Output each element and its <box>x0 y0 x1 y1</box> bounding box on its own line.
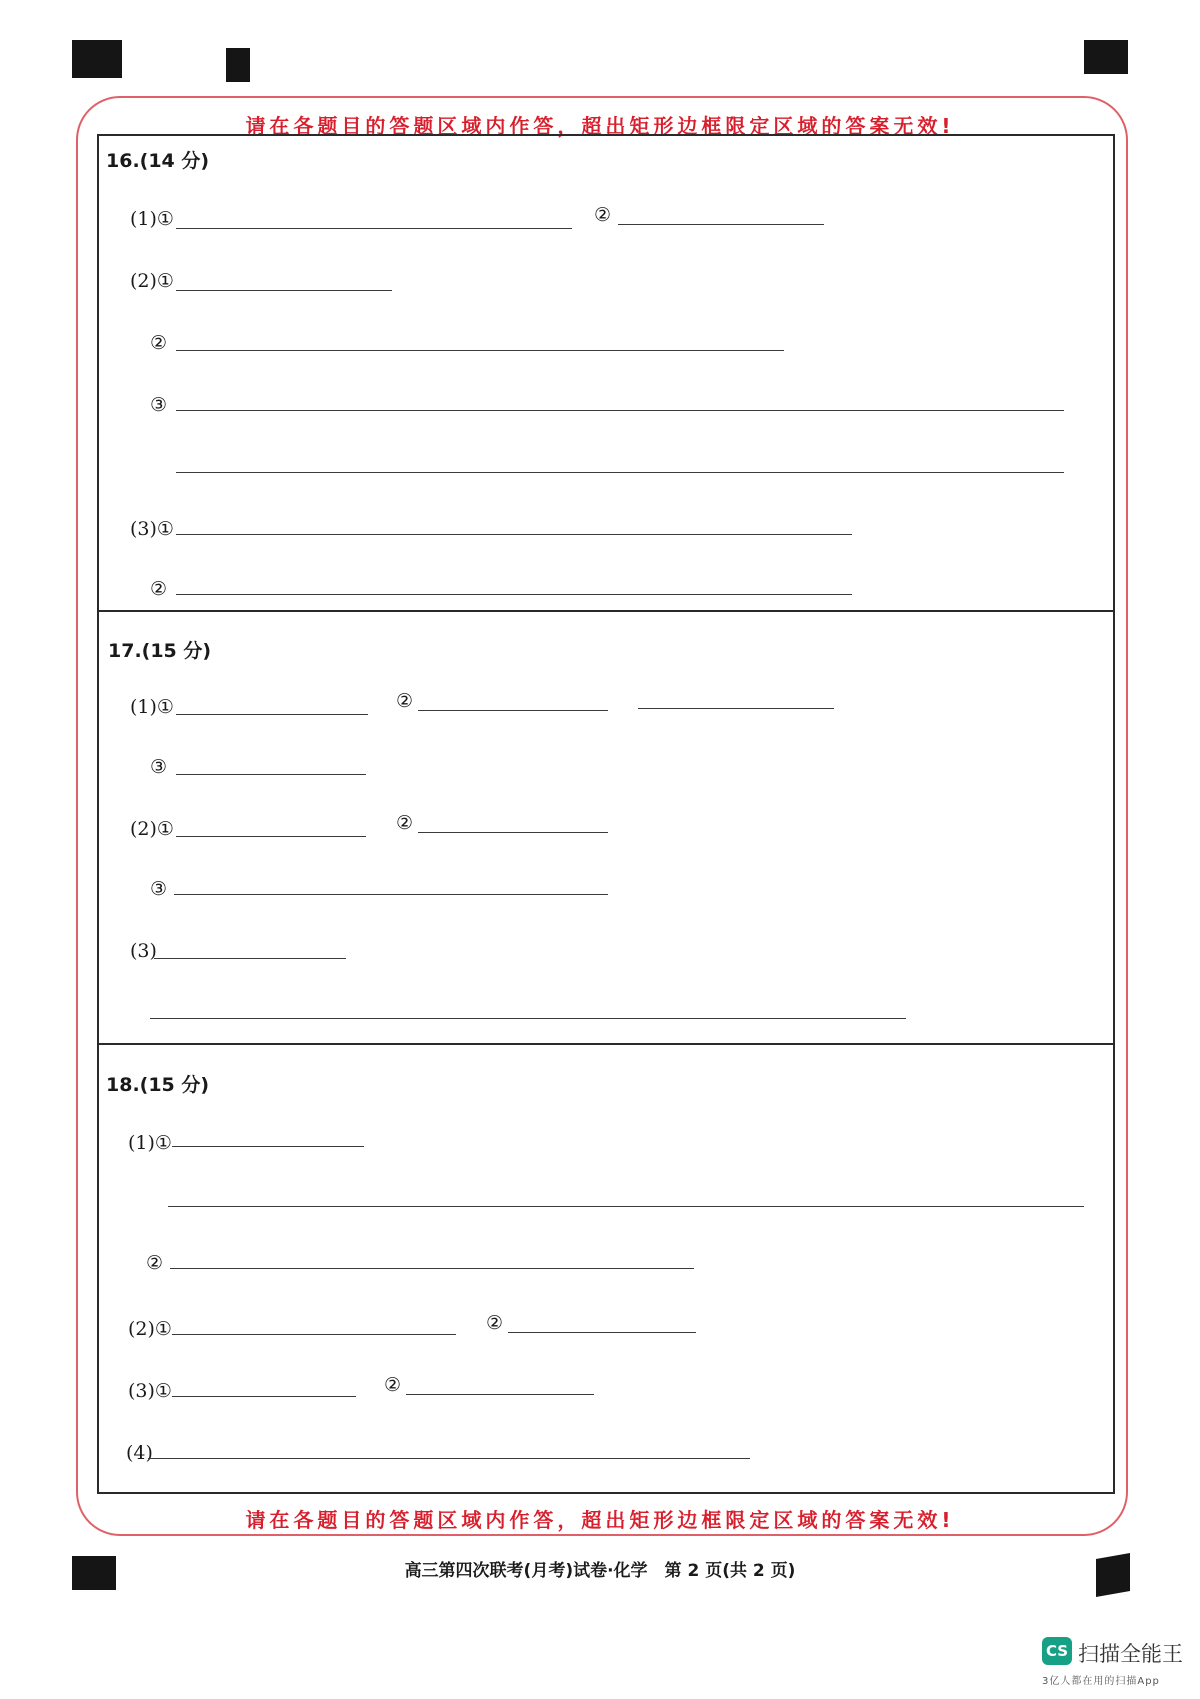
answer-blank[interactable] <box>174 894 608 895</box>
label-16-2-3: ③ <box>150 394 168 416</box>
answer-blank[interactable] <box>418 710 608 711</box>
label-18-2-1: (2)① <box>128 1318 172 1340</box>
answer-blank[interactable] <box>508 1332 696 1333</box>
scanner-tagline: 3亿人都在用的扫描App <box>1042 1676 1160 1687</box>
answer-blank[interactable] <box>170 1268 694 1269</box>
label-18-3-2: ② <box>384 1374 402 1396</box>
answer-blank[interactable] <box>176 472 1064 473</box>
answer-blank[interactable] <box>154 958 346 959</box>
registration-marker-top-right <box>1084 40 1128 74</box>
registration-marker-top-mid <box>226 48 250 82</box>
page-footer: 高三第四次联考(月考)试卷·化学 第 2 页(共 2 页) <box>404 1561 796 1581</box>
answer-blank[interactable] <box>176 410 1064 411</box>
question-title: 17.(15 分) <box>108 640 212 662</box>
answer-blank[interactable] <box>176 714 368 715</box>
label-18-2-2: ② <box>486 1312 504 1334</box>
label-18-3-1: (3)① <box>128 1380 172 1402</box>
answer-blank[interactable] <box>638 708 834 709</box>
label-17-1-3: ③ <box>150 756 168 778</box>
warning-bottom: 请在各题目的答题区域内作答，超出矩形边框限定区域的答案无效! <box>245 1508 955 1532</box>
answer-blank[interactable] <box>176 594 852 595</box>
label-16-1-1: (1)① <box>130 208 174 230</box>
registration-marker-top-left <box>72 40 122 78</box>
label-18-1-2: ② <box>146 1252 164 1274</box>
label-16-2-2: ② <box>150 332 168 354</box>
label-18-4: (4) <box>126 1442 153 1464</box>
answer-blank[interactable] <box>406 1394 594 1395</box>
question-title: 18.(15 分) <box>106 1074 210 1096</box>
label-18-1-1: (1)① <box>128 1132 172 1154</box>
answer-blank[interactable] <box>168 1206 1084 1207</box>
answer-blank[interactable] <box>148 1458 750 1459</box>
answer-blank[interactable] <box>172 1334 456 1335</box>
question-title: 16.(14 分) <box>106 150 210 172</box>
divider-16-17 <box>97 610 1115 612</box>
label-17-3: (3) <box>130 940 157 962</box>
divider-17-18 <box>97 1043 1115 1045</box>
answer-blank[interactable] <box>176 534 852 535</box>
answer-blank[interactable] <box>176 290 392 291</box>
answer-blank[interactable] <box>418 832 608 833</box>
label-17-2-1: (2)① <box>130 818 174 840</box>
answer-blank[interactable] <box>172 1396 356 1397</box>
answer-blank[interactable] <box>172 1146 364 1147</box>
label-16-1-2: ② <box>594 204 612 226</box>
warning-top: 请在各题目的答题区域内作答，超出矩形边框限定区域的答案无效! <box>245 114 955 138</box>
answer-blank[interactable] <box>176 350 784 351</box>
answer-blank[interactable] <box>176 774 366 775</box>
answer-frame <box>97 134 1115 1494</box>
answer-blank[interactable] <box>176 836 366 837</box>
label-17-1-1: (1)① <box>130 696 174 718</box>
answer-blank[interactable] <box>176 228 572 229</box>
label-17-2-3: ③ <box>150 878 168 900</box>
label-17-1-2: ② <box>396 690 414 712</box>
label-16-3-1: (3)① <box>130 518 174 540</box>
answer-blank[interactable] <box>618 224 824 225</box>
scanner-logo-icon: CS <box>1042 1637 1072 1665</box>
label-16-3-2: ② <box>150 578 168 600</box>
answer-blank[interactable] <box>150 1018 906 1019</box>
label-17-2-2: ② <box>396 812 414 834</box>
label-16-2-1: (2)① <box>130 270 174 292</box>
scanner-app-name: 扫描全能王 <box>1078 1642 1183 1666</box>
